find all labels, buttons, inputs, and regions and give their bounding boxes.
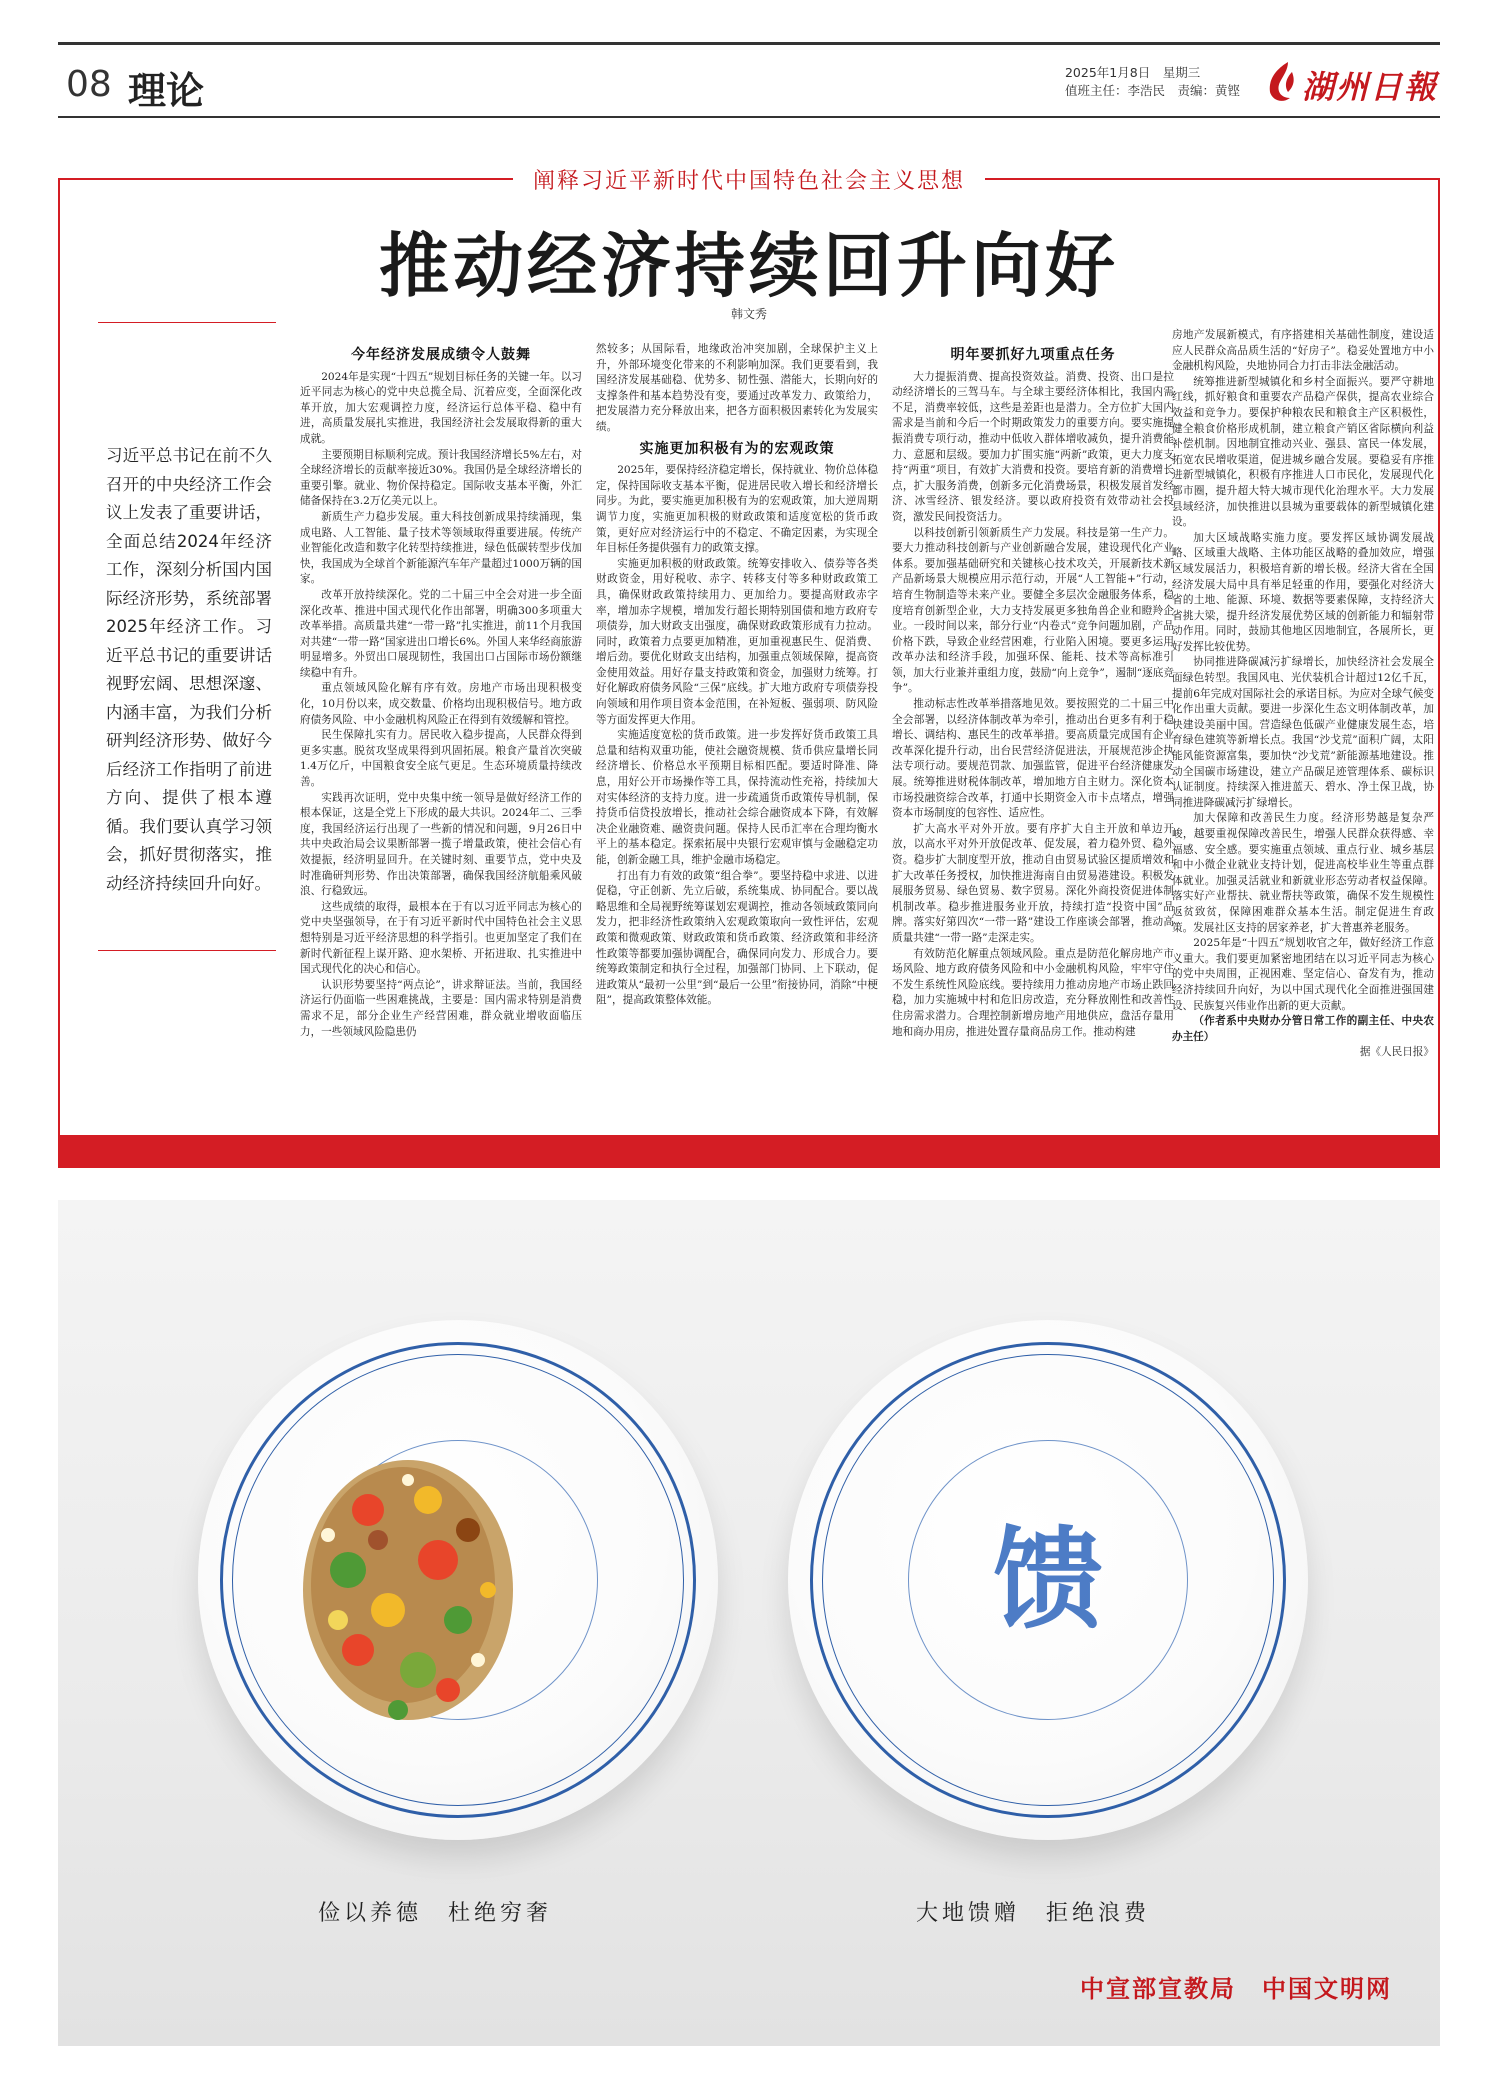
logo-text: 湖州日報: [1302, 68, 1439, 106]
paragraph: 推动标志性改革举措落地见效。要按照党的二十届三中全会部署，以经济体制改革为牵引，推动出台更多有利于稳增长、调结构、惠民生的改革举措。要高质量完成国有企业改革深化提升行动，出台民营经济促进法，开展规范涉企执法专项行动。要规范罚款、加强监管，促进平台经济健康发展。统筹推进财税体制改革，增加地方自主财力。深化资本市场投融资综合改革，打通中长期资金入市卡点堵点，增强资本市场制度的包容性、适应性。: [892, 698, 1174, 820]
subheading-2: 实施更加积极有为的宏观政策: [639, 440, 835, 457]
series-title: 阐释习近平新时代中国特色社会主义思想: [513, 164, 985, 195]
article-headline: 推动经济持续回升向好: [379, 224, 1119, 307]
paragraph: 2024年是实现“十四五”规划目标任务的关键一年。以习近平同志为核心的党中央总揽全局、沉着应变，全面深化改革开放，加大宏观调控力度，经济运行总体平稳、稳中有进，高质量发展扎实推进，我国经济社会发展取得新的重大成就。: [300, 370, 582, 445]
masthead-info: [1065, 64, 1240, 100]
paragraph: 房地产发展新模式，有序搭建相关基础性制度，建设适应人民群众高品质生活的“好房子”。稳妥处置地方中小金融机构风险，央地协同合力打击非法金融活动。: [1172, 329, 1434, 373]
food-pile-icon: [288, 1440, 548, 1740]
logo-flame-icon: [1260, 58, 1300, 106]
paragraph: 民生保障扎实有力。居民收入稳步提高，人民群众得到更多实惠。脱贫攻坚成果得到巩固拓展。粮食产量首次突破1.4万亿斤，中国粮食安全底气更足。生态环境质量持续改善。: [300, 729, 582, 789]
masthead-top-rule: [58, 42, 1440, 45]
slogan-right: 大地馈赠 拒绝浪费: [916, 1901, 1151, 1926]
page-number: 08: [66, 64, 112, 105]
paragraph: 2025年是“十四五”规划收官之年，做好经济工作意义重大。我们要更加紧密地团结在以习近平同志为核心的党中央周围，正视困难、坚定信心、奋发有为，推动经济持续回升向好，为以中国式现代化全面推进强国建设、民族复兴伟业作出新的更大贡献。: [1172, 937, 1434, 1012]
paragraph: 统筹推进新型城镇化和乡村全面振兴。要严守耕地红线，抓好粮食和重要农产品稳产保供，提高农业综合效益和竞争力。要保护种粮农民和粮食主产区积极性，健全粮食价格形成机制，建立粮食产销区省际横向利益补偿机制。因地制宜推动兴业、强县、富民一体发展，拓宽农民增收渠道，促进城乡融合发展。要稳妥有序推进新型城镇化，积极有序推进人口市民化，发展现代化都市圈，提升超大特大城市现代化治理水平。大力发展县域经济，加快推进以县城为重要载体的新型城镇化建设。: [1172, 375, 1434, 529]
paragraph: 然较多；从国际看，地缘政治冲突加剧，全球保护主义上升，外部环境变化带来的不利影响加深。我们更要看到，我国经济发展基础稳、优势多、韧性强、潜能大，长期向好的支撑条件和基本趋势没有变，要通过改革发力、政策给力，把发展潜力充分释放出来，把各方面积极因素转化为发展实绩。: [596, 343, 878, 433]
plate-right-glyph: 馈: [993, 1516, 1103, 1644]
paragraph: 协同推进降碳减污扩绿增长，加快经济社会发展全面绿色转型。我国风电、光伏装机合计超过12亿千瓦，提前6年完成对国际社会的承诺目标。为应对全球气候变化作出重大贡献。要进一步深化生态文明体制改革，加快建设美丽中国。营造绿色低碳产业健康发展生态，培育绿色建筑等新增长点。我国“沙戈荒”面积广阔，太阳能风能资源富集，要加快“沙戈荒”新能源基地建设。推动全国碳市场建设，建立产品碳足迹管理体系、碳标识认证制度。持续深入推进蓝天、碧水、净土保卫战，协同推进降碳减污扩绿增长。: [1172, 656, 1434, 809]
article-column-4: [1172, 328, 1434, 1061]
editors-line: 值班主任：李浩民 责编：黄铿: [1064, 83, 1240, 98]
paragraph: 2025年，要保持经济稳定增长，保持就业、物价总体稳定，保持国际收支基本平衡，促进居民收入增长和经济增长同步。为此，要实施更加积极有为的宏观政策，加大逆周期调节力度，实施更加积极的财政政策和适度宽松的货币政策，更好应对经济运行中的不稳定、不确定因素，为实现全年目标任务提供强有力的政策支撑。: [596, 464, 878, 555]
paragraph: 这些成绩的取得，最根本在于有以习近平同志为核心的党中央坚强领导，在于有习近平新时代中国特色社会主义思想特别是习近平经济思想的科学指引。也更加坚定了我们在新时代新征程上谋开路、迎水架桥、开拓进取、扎实推进中国式现代化的决心和信心。: [300, 900, 582, 976]
paragraph: 以科技创新引领新质生产力发展。科技是第一生产力。要大力推动科技创新与产业创新融合发展，建设现代化产业体系。要加强基础研究和关键核心技术攻关，开展新技术新产品新场景大规模应用示范行动，开展“人工智能+”行动，培育生物制造等未来产业。要健全多层次金融服务体系，稳度培育创新型企业，大力支持发展更多独角兽企业和瞪羚企业。一段时间以来，部分行业“内卷式”竞争问题加剧，产品价格下跌，导致企业经营困难，行业陷入困境。要更多运用改革办法和经济手段，加强环保、能耗、技术等高标准引领，加大行业兼并重组力度，鼓励“向上竞争”，遏制“逐底竞争”。: [892, 526, 1174, 695]
slogan-left: 俭以养德 杜绝穷奢: [318, 1901, 553, 1926]
lead-box: [98, 322, 276, 952]
article-byline: 韩文秀: [730, 307, 767, 321]
newspaper-logo: [1260, 56, 1440, 106]
series-banner: [60, 164, 1438, 195]
lead-top-rule: [98, 322, 276, 323]
paragraph: 实践再次证明，党中央集中统一领导是做好经济工作的根本保证，这是全党上下形成的最大共识。2024年二、三季度，我国经济运行出现了一些新的情况和问题，9月26日中共中央政治局会议果断部署一揽子增量政策，使社会信心有效提振，经济明显回升。在关键时刻、重要节点，党中央及时准确研判形势、作出决策部署，确保我国经济航船乘风破浪、行稳致远。: [300, 791, 582, 898]
author-note: （作者系中央财办分管日常工作的副主任、中央农办主任）: [1172, 1015, 1434, 1043]
paragraph: 改革开放持续深化。党的二十届三中全会对进一步全面深化改革、推进中国式现代化作出部署，明确300多项重大改革举措。高质量共建“一带一路”扎实推进，前11个月我国对共建“一带一路”国家进出口增长6%。外国人来华经商旅游明显增多。外贸出口展现韧性，我国出口占国际市场份额继续稳中有升。: [300, 588, 582, 679]
masthead: [58, 42, 1440, 120]
section-title: 理论: [128, 69, 205, 113]
paragraph: 大力提振消费、提高投资效益。消费、投资、出口是拉动经济增长的三驾马车。与全球主要经济体相比，我国内需不足，消费率较低，这些是差距也是潜力。全方位扩大国内需求是当前和今后一个时期政策发力的重要方向。要实施提振消费专项行动，推动中低收入群体增收减负，提升消费能力、意愿和层级。要加力扩围实施“两新”政策，更大力度支持“两重”项目，有效扩大消费和投资。要培育新的消费增长点，扩大服务消费，创新多元化消费场景，积极发展首发经济、冰雪经济、银发经济。要以政府投资有效带动社会投资，激发民间投资活力。: [892, 370, 1174, 523]
lead-bottom-rule: [98, 950, 276, 951]
paragraph: 重点领域风险化解有序有效。房地产市场出现积极变化，10月份以来，成交数量、价格均出现积极信号。地方政府债务风险、中小金融机构风险正在得到有效缓解和管控。: [300, 682, 582, 726]
subheading-1: 今年经济发展成绩令人鼓舞: [351, 347, 531, 363]
plate-right: [788, 1320, 1308, 1840]
paragraph: 认识形势要坚持“两点论”，讲求辩证法。当前，我国经济运行仍面临一些困难挑战，主要是：国内需求特别是消费需求不足，部分企业生产经营困难，群众就业增收面临压力，一些领域风险隐患仍: [300, 978, 582, 1038]
masthead-bottom-rule: [58, 116, 1440, 118]
paragraph: 新质生产力稳步发展。重大科技创新成果持续涌现，集成电路、人工智能、量子技术等领域取得重要进展。传统产业智能化改造和数字化转型持续推进，绿色低碳转型步伐加快，我国成为全球首个新能源汽车年产量超过1000万辆的国家。: [300, 510, 582, 586]
paragraph: 有效防范化解重点领域风险。重点是防范化解房地产市场风险、地方政府债务风险和中小金融机构风险，牢牢守住不发生系统性风险底线。要持续用力推动房地产市场止跌回稳，加力实施城中村和危旧房改造，充分释放刚性和改善性住房需求潜力。合理控制新增房地产用地供应，盘活存量用地和商办用房，推进处置存量商品房工作。推动构建: [892, 947, 1174, 1038]
public-service-ad: [58, 1200, 1440, 2046]
plate-left: [198, 1320, 718, 1840]
subheading-3: 明年要抓好九项重点任务: [950, 347, 1116, 363]
issue-date: 2025年1月8日 星期三: [1064, 65, 1201, 80]
paragraph: 打出有力有效的政策“组合拳”。要坚持稳中求进、以进促稳，守正创新、先立后破，系统集成、协同配合。要以战略思维和全局视野统筹谋划宏观调控，推动各领域政策同向发力，把非经济性政策纳入宏观政策取向一致性评估，宏观政策和微观政策、财政政策和货币政策、经济政策和非经济性政策等都要加强协调配合，确保同向发力、形成合力。要统筹政策制定和执行全过程，加强部门协同、上下联动，促进政策从“最初一公里”到“最后一公里”衔接协同，消除“中梗阻”，提高政策整体效能。: [596, 869, 878, 1007]
paragraph: 加大保障和改善民生力度。经济形势越是复杂严峻，越要重视保障改善民生，增强人民群众获得感、幸福感、安全感。要实施重点领域、重点行业、城乡基层和中小微企业就业支持计划，促进高校毕业生等重点群体就业。加强灵活就业和新就业形态劳动者权益保障。落实好产业帮扶、就业帮扶等政策，确保不发生规模性返贫致贫，保障困难群众基本生活。制定促进生育政策。发展社区支持的居家养老，扩大普惠养老服务。: [1172, 812, 1434, 934]
article-column-1: [300, 342, 582, 1040]
article-column-2: [596, 342, 878, 1009]
ad-sponsor: 中宣部宣教局 中国文明网: [1080, 1975, 1392, 2003]
article-source: 据《人民日报》: [1359, 1046, 1434, 1059]
lead-text: 习近平总书记在前不久召开的中央经济工作会议上发表了重要讲话，全面总结2024年经济工作，深刻分析国内国际经济形势，系统部署2025年经济工作。习近平总书记的重要讲话视野宏阔、思想深邃、内涵丰富，为我们分析研判经济形势、做好今后经济工作指明了前进方向、提供了根本遵循。我们要认真学习领会，抓好贯彻落实，推动经济持续回升向好。: [106, 446, 272, 893]
paragraph: 实施适度宽松的货币政策。进一步发挥好货币政策工具总量和结构双重功能，使社会融资规模、货币供应量增长同经济增长、价格总水平预期目标相匹配。要适时降准、降息，用好公开市场操作等工具，保持流动性充裕，持续加大对实体经济的支持力度。进一步疏通货币政策传导机制，保持货币信贷投放增长，推动社会综合融资成本下降，有效解决企业融资难、融资贵问题。保持人民币汇率在合理均衡水平上的基本稳定。探索拓展中央银行宏观审慎与金融稳定功能，创新金融工具，维护金融市场稳定。: [596, 729, 878, 866]
paragraph: 实施更加积极的财政政策。统筹安排收入、债券等各类财政资金，用好税收、赤字、转移支付等多种财政政策工具，确保财政政策持续用力、更加给力。要提高财政赤字率，增加赤字规模，增加发行超长期特别国债和地方政府专项债券，加大财政支出强度，确保财政政策形成有力拉动。同时，政策着力点要更加精准，更加重视惠民生、促消费、增后劲。要优化财政支出结构，加强重点领域保障，提高资金使用效益。用好存量支持政策和资金，加强财力统筹。打好化解政府债务风险“三保”底线。扩大地方政府专项债券投向领域和用作项目资本金范围，在补短板、强弱项、防风险等方面发挥更大作用。: [596, 557, 878, 726]
paragraph: 扩大高水平对外开放。要有序扩大自主开放和单边开放，以高水平对外开放促改革、促发展，着力稳外贸、稳外资。稳步扩大制度型开放，推动自由贸易试验区提质增效和扩大改革任务授权，加快推进海南自由贸易港建设。积极发展服务贸易、绿色贸易、数字贸易。深化外商投资促进体制机制改革。稳步推进服务业开放，持续打造“投资中国”品牌。落实好第四次“一带一路”建设工作座谈会部署，推动高质量共建“一带一路”走深走实。: [892, 822, 1174, 944]
frame-bottom-bar: [58, 1135, 1440, 1168]
paragraph: 主要预期目标顺利完成。预计我国经济增长5%左右，对全球经济增长的贡献率接近30%。我国仍是全球经济增长的重要引擎。就业、物价保持稳定。国际收支基本平衡，外汇储备保持在3.2万亿美元以上。: [300, 448, 582, 508]
article-column-3: [892, 342, 1174, 1040]
paragraph: 加大区域战略实施力度。要发挥区域协调发展战略、区域重大战略、主体功能区战略的叠加效应，增强区域发展活力，积极培育新的增长极。经济大省在全国经济发展大局中具有举足轻重的作用，要强化对经济大省的土地、能源、环境、数据等要素保障，支持经济大省挑大梁，提升经济发展优势区域的创新能力和辐射带动作用。同时，鼓励其他地区因地制宜，各展所长，更好发挥比较优势。: [1172, 531, 1434, 653]
